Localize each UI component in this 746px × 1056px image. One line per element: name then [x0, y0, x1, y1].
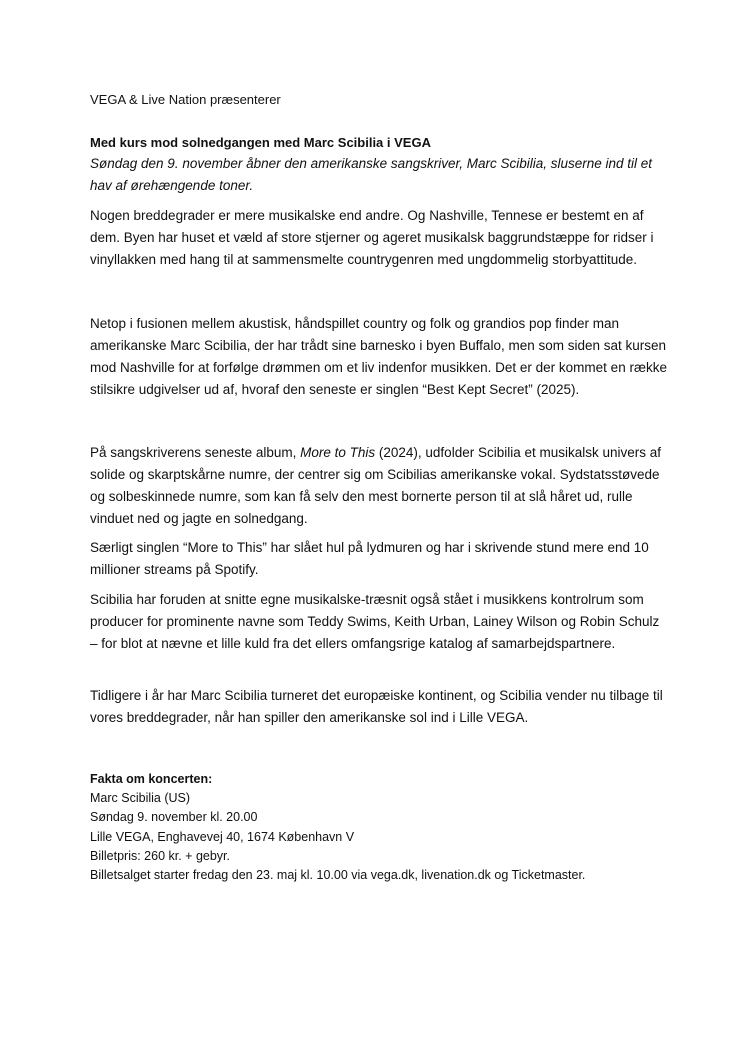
facts-price: Billetpris: 260 kr. + gebyr. — [90, 848, 231, 863]
album-title: More to This — [300, 445, 376, 460]
facts-artist: Marc Scibilia (US) — [90, 791, 191, 806]
facts-ticket-sale: Billetsalget starter fredag den 23. maj kl. 10.00 via vega.dk, livenation.dk og Ticketmaster. — [90, 868, 586, 883]
body-paragraph-3 — [90, 442, 670, 530]
lead-paragraph: Søndag den 9. november åbner den amerikanske sangskriver, Marc Scibilia, sluserne ind til et hav af ørehængende toner. — [90, 156, 653, 193]
paragraph-3-after: (2024), udfolder Scibilia et musikalsk univers af solide og skarptskårne numre, der centrer sig om Scibilias amerikanske vokal. Sydstatsstøvede og solbeskinnede numre, som kan få selv den mest bornerte person til at slå håret ud, rulle vinduet ned og jagte en solnedgang. — [90, 445, 662, 526]
body-paragraph-1: Nogen breddegrader er mere musikalske end andre. Og Nashville, Tennese er bestemt en af dem. Byen har huset et væld af store stjerner og ageret musikalsk baggrundstæppe for ridser i vinyllakken med hang til at sammensmelte countrygenren med ungdommelig storbyattitude. — [90, 208, 654, 267]
paragraph-3-before: På sangskriverens seneste album, — [90, 445, 301, 460]
facts-venue: Lille VEGA, Enghavevej 40, 1674 København V — [90, 829, 355, 844]
body-paragraph-5: Scibilia har foruden at snitte egne musikalske-træsnit også stået i musikkens kontrolrum som producer for prominente navne som Teddy Swims, Keith Urban, Lainey Wilson og Robin Schulz – for blot at nævne et lille kuld fra det ellers omfangsrige katalog af samarbejdspartnere. — [90, 592, 660, 651]
body-paragraph-6: Tidligere i år har Marc Scibilia turneret det europæiske kontinent, og Scibilia vender nu tilbage til vores breddegrader, når han spiller den amerikanske sol ind i Lille VEGA. — [90, 688, 663, 725]
presenter-line: VEGA & Live Nation præsenterer — [90, 92, 281, 107]
concert-facts — [90, 770, 690, 885]
body-paragraph-4: Særligt singlen “More to This” har slået hul på lydmuren og har i skrivende stund mere end 10 millioner streams på Spotify. — [90, 540, 649, 577]
facts-heading: Fakta om koncerten: — [90, 772, 213, 786]
headline: Med kurs mod solnedgangen med Marc Scibilia i VEGA — [90, 135, 431, 150]
facts-date: Søndag 9. november kl. 20.00 — [90, 810, 258, 825]
body-paragraph-2: Netop i fusionen mellem akustisk, håndspillet country og folk og grandios pop finder man amerikanske Marc Scibilia, der har trådt sine barnesko i byen Buffalo, men som siden sat kursen mod Nashville for at forfølge drømmen om et liv indenfor musikken. Det er der kommet en række stilsikre udgivelser ud af, hvoraf den seneste er singlen “Best Kept Secret” (2025). — [90, 316, 667, 397]
